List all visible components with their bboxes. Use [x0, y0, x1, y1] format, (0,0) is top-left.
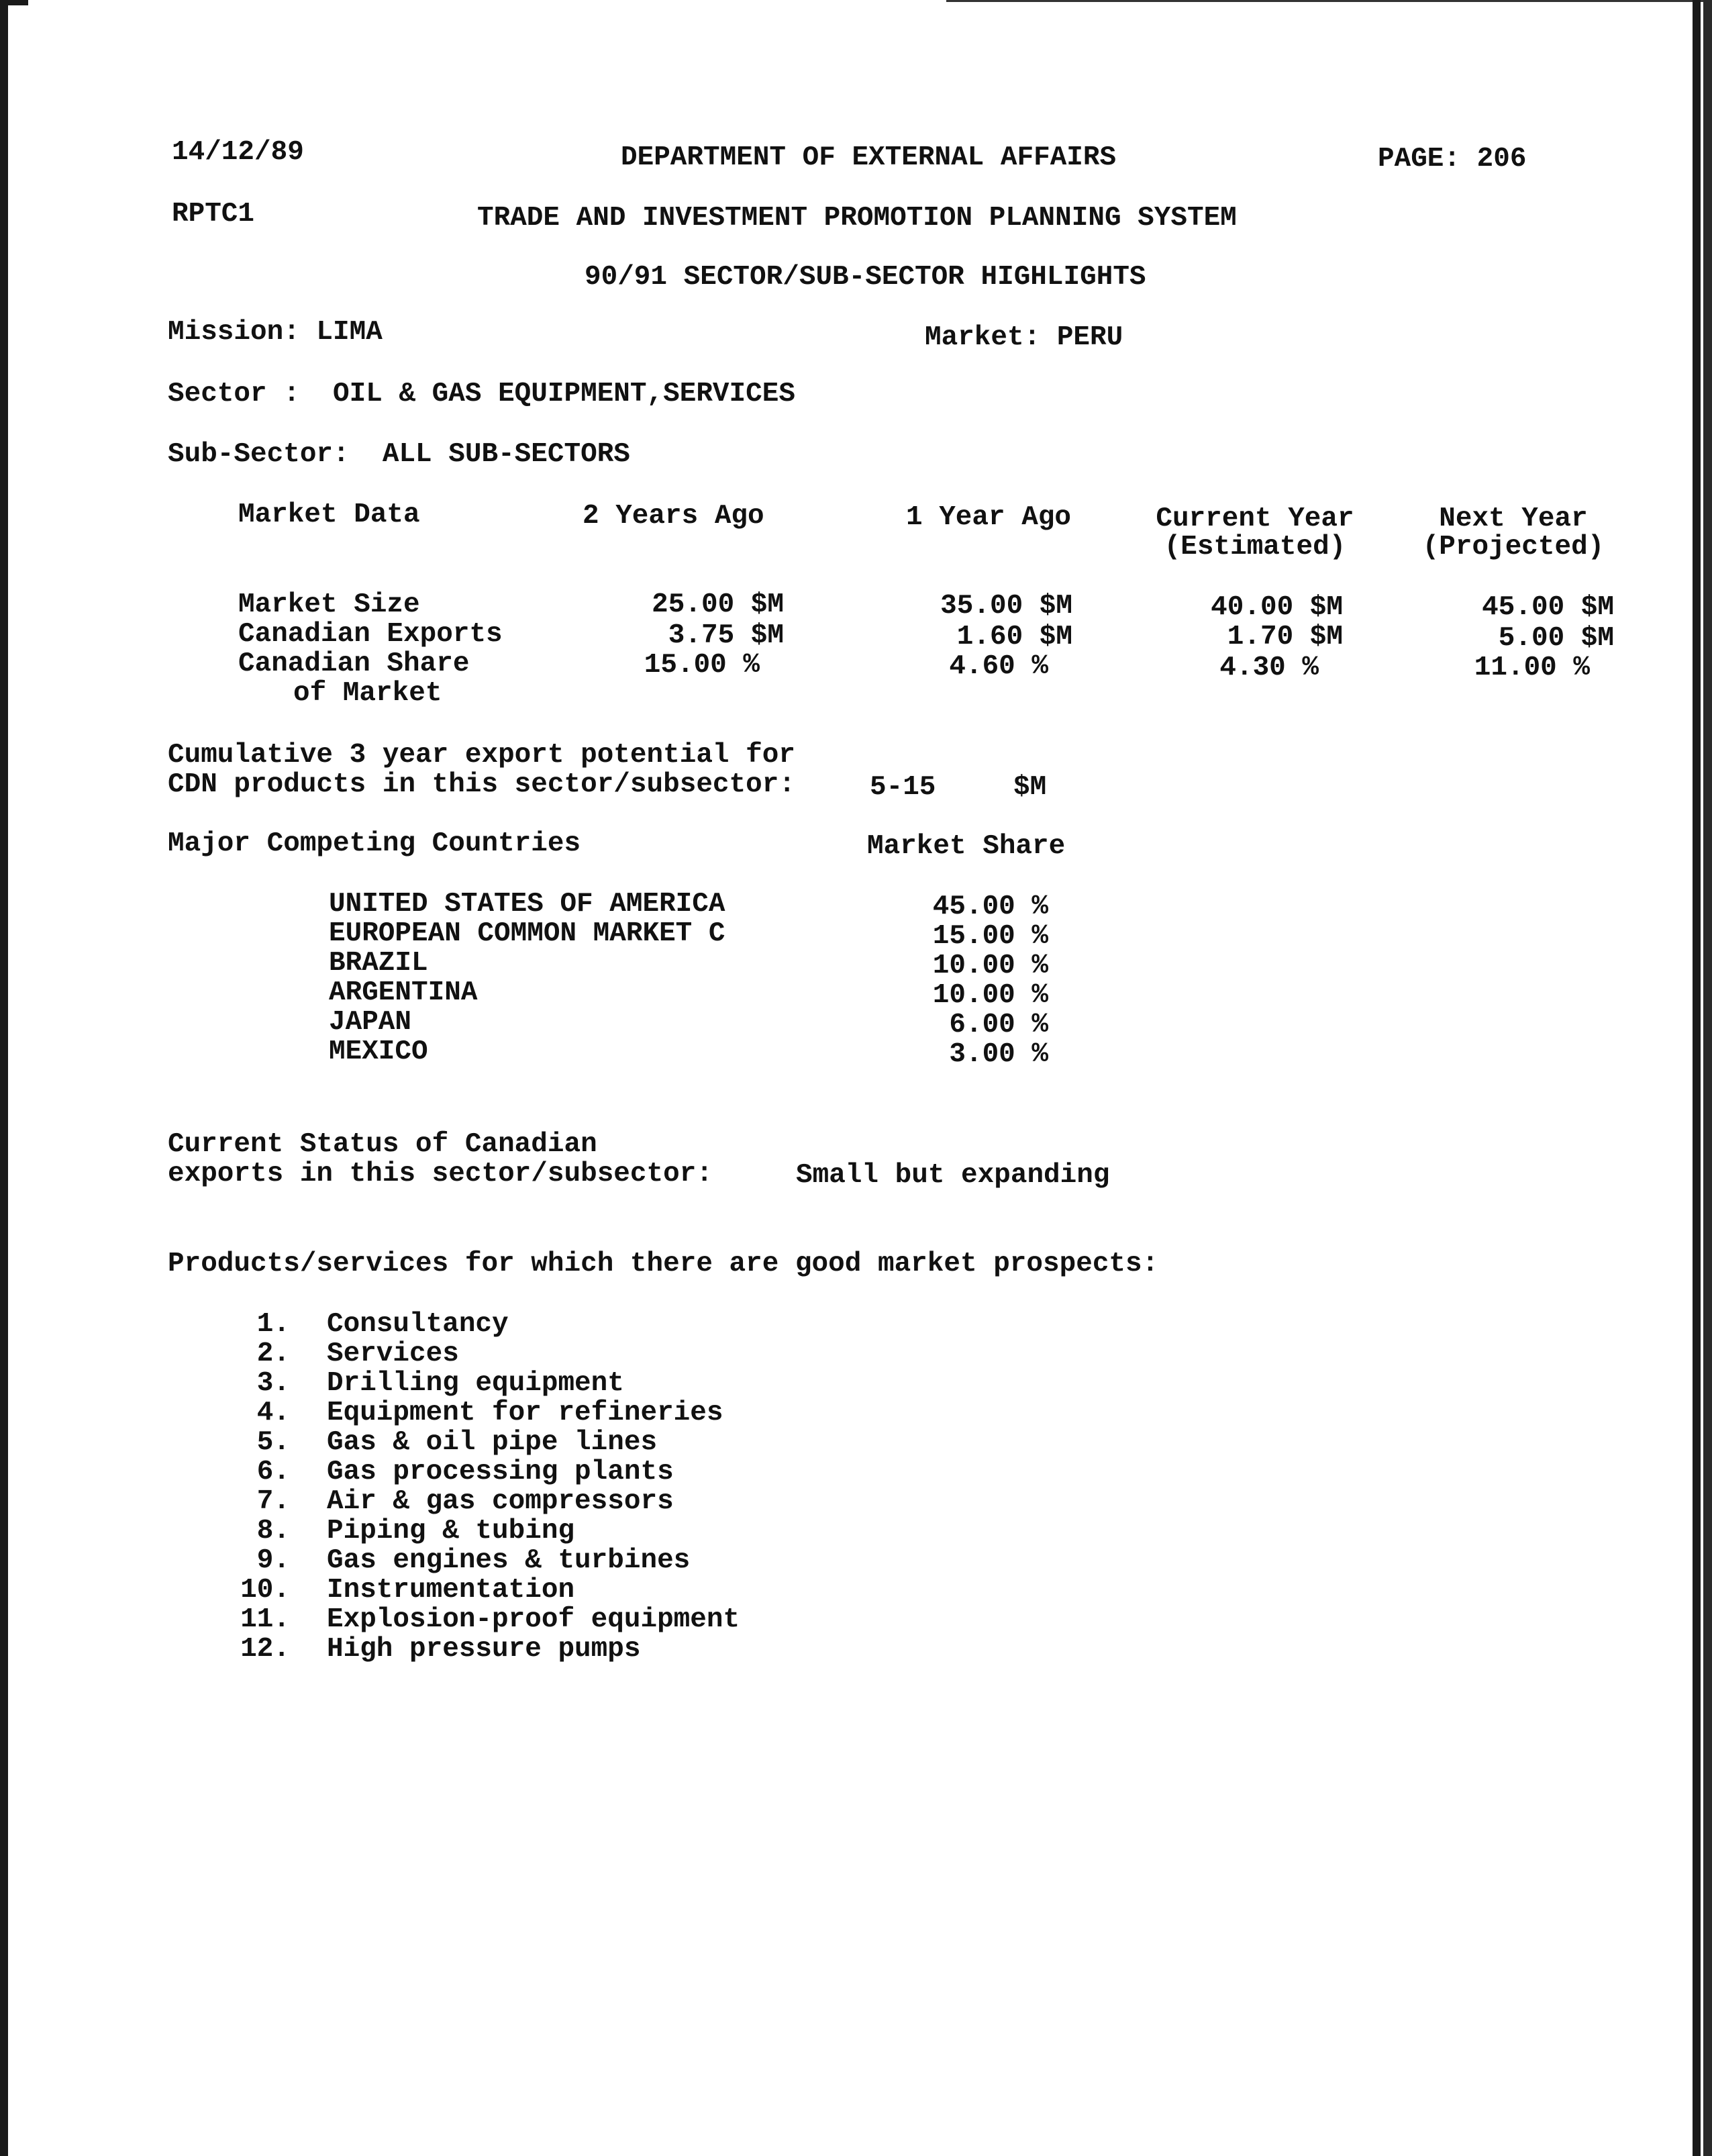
products-heading: Products/services for which there are good market prospects: [168, 1248, 1159, 1279]
potential-line-1: Cumulative 3 year export potential for [168, 740, 795, 771]
market: Market: PERU [925, 322, 1123, 353]
page-number: PAGE: 206 [1378, 144, 1527, 175]
table-header-2-years-ago: 2 Years Ago [583, 501, 764, 532]
scan-edge-left [0, 0, 8, 2156]
list-item-number: 8. [256, 1516, 290, 1547]
sub-sector: Sub-Sector: ALL SUB-SECTORS [168, 439, 630, 470]
table-header-label: Market Data [238, 499, 420, 530]
list-item: Equipment for refineries [327, 1398, 723, 1428]
table-cell: 5.00 $M [1498, 623, 1614, 654]
list-item-number: 2. [256, 1338, 290, 1369]
table-row-label: Market Size [238, 589, 420, 620]
system-name: TRADE AND INVESTMENT PROMOTION PLANNING SYSTEM [477, 203, 1237, 234]
competitor-country: BRAZIL [329, 948, 428, 979]
scan-edge-top [8, 0, 28, 5]
list-item: Instrumentation [327, 1575, 575, 1606]
table-cell: 4.60 % [949, 651, 1048, 682]
list-item: Gas & oil pipe lines [327, 1427, 658, 1458]
department-name: DEPARTMENT OF EXTERNAL AFFAIRS [621, 142, 1117, 173]
table-row-label: Canadian Exports [238, 619, 503, 650]
mission: Mission: LIMA [168, 317, 383, 348]
table-cell: 3.75 $M [668, 620, 784, 651]
list-item: Drilling equipment [327, 1368, 624, 1399]
list-item: Consultancy [327, 1309, 509, 1340]
table-cell: 1.60 $M [956, 622, 1072, 652]
list-item-number: 9. [256, 1545, 290, 1576]
potential-value: 5-15 [870, 772, 936, 803]
competitor-share: 10.00 % [932, 950, 1048, 981]
competitor-share: 15.00 % [932, 921, 1048, 952]
table-header-1-year-ago: 1 Year Ago [906, 502, 1072, 533]
table-row-label-continued: of Market [293, 678, 442, 709]
list-item-number: 5. [256, 1427, 290, 1458]
list-item: Piping & tubing [327, 1516, 575, 1547]
report-date: 14/12/89 [172, 137, 304, 168]
competitor-country: UNITED STATES OF AMERICA [329, 889, 725, 920]
status-value: Small but expanding [796, 1160, 1110, 1191]
list-item-number: 3. [256, 1368, 290, 1399]
status-line-2: exports in this sector/subsector: [168, 1159, 713, 1189]
list-item: Air & gas compressors [327, 1486, 674, 1517]
table-cell: 4.30 % [1219, 652, 1319, 683]
list-item-number: 12. [240, 1634, 290, 1665]
sector: Sector : OIL & GAS EQUIPMENT,SERVICES [168, 379, 795, 409]
list-item-number: 7. [256, 1486, 290, 1517]
table-cell: 45.00 $M [1482, 592, 1614, 623]
competitor-country: EUROPEAN COMMON MARKET C [329, 918, 725, 949]
table-header-next-year-sub: (Projected) [1422, 532, 1605, 562]
status-line-1: Current Status of Canadian [168, 1129, 597, 1160]
competitor-country: ARGENTINA [329, 977, 478, 1008]
list-item-number: 4. [256, 1398, 290, 1428]
table-cell: 1.70 $M [1227, 622, 1343, 652]
table-cell: 11.00 % [1474, 652, 1590, 683]
table-header-current-year-sub: (Estimated) [1164, 532, 1346, 562]
scan-edge-top-right [946, 0, 1712, 2]
table-header-current-year: Current Year [1156, 503, 1354, 534]
report-title: 90/91 SECTOR/SUB-SECTOR HIGHLIGHTS [585, 262, 1146, 293]
competitor-country: MEXICO [329, 1036, 428, 1067]
competitor-country: JAPAN [329, 1007, 412, 1038]
table-cell: 25.00 $M [652, 589, 784, 620]
table-row-label: Canadian Share [238, 648, 470, 679]
potential-unit: $M [1013, 772, 1047, 803]
market-share-heading: Market Share [867, 831, 1066, 862]
list-item: Services [327, 1338, 459, 1369]
scan-edge-right-outer [1703, 0, 1712, 2156]
list-item-number: 11. [240, 1604, 290, 1635]
table-header-next-year: Next Year [1439, 503, 1588, 534]
list-item: Gas engines & turbines [327, 1545, 691, 1576]
competitor-share: 6.00 % [949, 1010, 1048, 1040]
table-cell: 35.00 $M [940, 591, 1072, 622]
list-item: Gas processing plants [327, 1457, 674, 1487]
list-item: Explosion-proof equipment [327, 1604, 740, 1635]
table-cell: 15.00 % [644, 650, 760, 681]
competitor-share: 10.00 % [932, 980, 1048, 1011]
report-code: RPTC1 [172, 199, 255, 230]
list-item-number: 6. [256, 1457, 290, 1487]
list-item-number: 10. [240, 1575, 290, 1606]
competitors-heading: Major Competing Countries [168, 828, 581, 859]
competitor-share: 45.00 % [932, 891, 1048, 922]
list-item-number: 1. [256, 1309, 290, 1340]
list-item: High pressure pumps [327, 1634, 641, 1665]
scan-edge-right [1693, 0, 1701, 2156]
competitor-share: 3.00 % [949, 1039, 1048, 1070]
potential-line-2: CDN products in this sector/subsector: [168, 769, 795, 800]
table-cell: 40.00 $M [1211, 592, 1343, 623]
